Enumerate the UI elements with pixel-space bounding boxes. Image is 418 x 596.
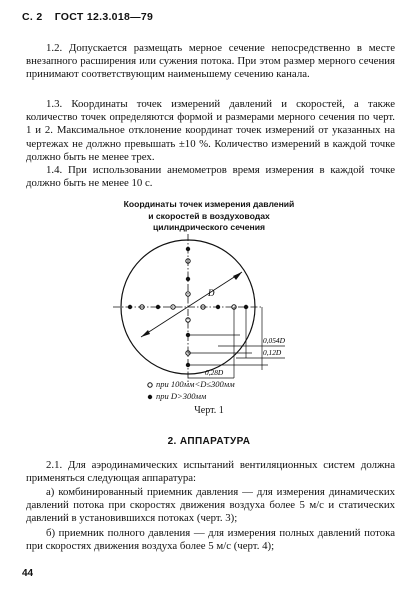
diameter-line [141,272,242,337]
figure-caption-line-3: цилиндрического сечения [152,222,266,232]
point-h1 [128,305,132,309]
section-title: 2. АППАРАТУРА [167,436,251,447]
point-h3 [156,305,160,309]
diameter-arrow-end [233,272,242,280]
point-v3 [186,277,190,281]
legend-filled-marker [148,395,152,399]
paragraph-1-3: 1.3. Координаты точек измерений давлений и скоростей, а также количество точек определяются формой и размерами мерного сечения по черт. 1 и 2. Максимальное отклонение координат точек измерений от указанных на чертежах не должно превышать ±10 %. Количество измерений в каждой точке должно быть не менее трех. [26,98,395,163]
header-standard: ГОСТ 12.3.018—79 [54,11,154,23]
dim-label-0054: 0,054D [263,336,285,345]
header-page-label: С. 2 [22,11,43,23]
dim-label-028: 0,28D [205,368,224,377]
figure-caption-line-2: и скоростей в воздуховодах [148,210,270,221]
paragraph-1-4: 1.4. При использовании анемометров время измерения в каждой точке должно быть не менее 10 с. [26,164,395,190]
point-v1 [186,247,190,251]
diameter-arrow-start [141,330,150,337]
paragraph-2-1-b: б) приемник полного давления — для измерения полных давлений потока при скоростях движения воздуха более 5 м/с (черт. 4); [26,527,395,553]
figure-caption-line-1: Координаты точек измерения давлений [123,199,295,209]
page-number: 44 [22,568,34,579]
figure-label: Черт. 1 [194,405,224,416]
paragraph-1-2: 1.2. Допускается размещать мерное сечение непосредственно в месте внезапного расширения или сужения потока. При этом размер мерного сечения принимают соответствующим наименьшему сечению канала. [26,42,395,81]
paragraph-2-1: 2.1. Для аэродинамических испытаний вентиляционных систем должна применяться следующая аппаратура: [26,459,395,485]
legend-open-marker [148,383,152,387]
dim-label-012: 0,12D [263,348,282,357]
legend-open-label: при 100мм<D≤300мм [156,379,235,389]
point-h6 [216,305,220,309]
diameter-label: D [208,288,215,298]
paragraph-2-1-a: а) комбинированный приемник давления — для измерения динамических давлений потока при скоростях движения воздуха более 5 м/с и статических давлений в установившихся потоках (черт. 3); [26,486,395,525]
legend-filled-label: при D>300мм [156,391,207,401]
